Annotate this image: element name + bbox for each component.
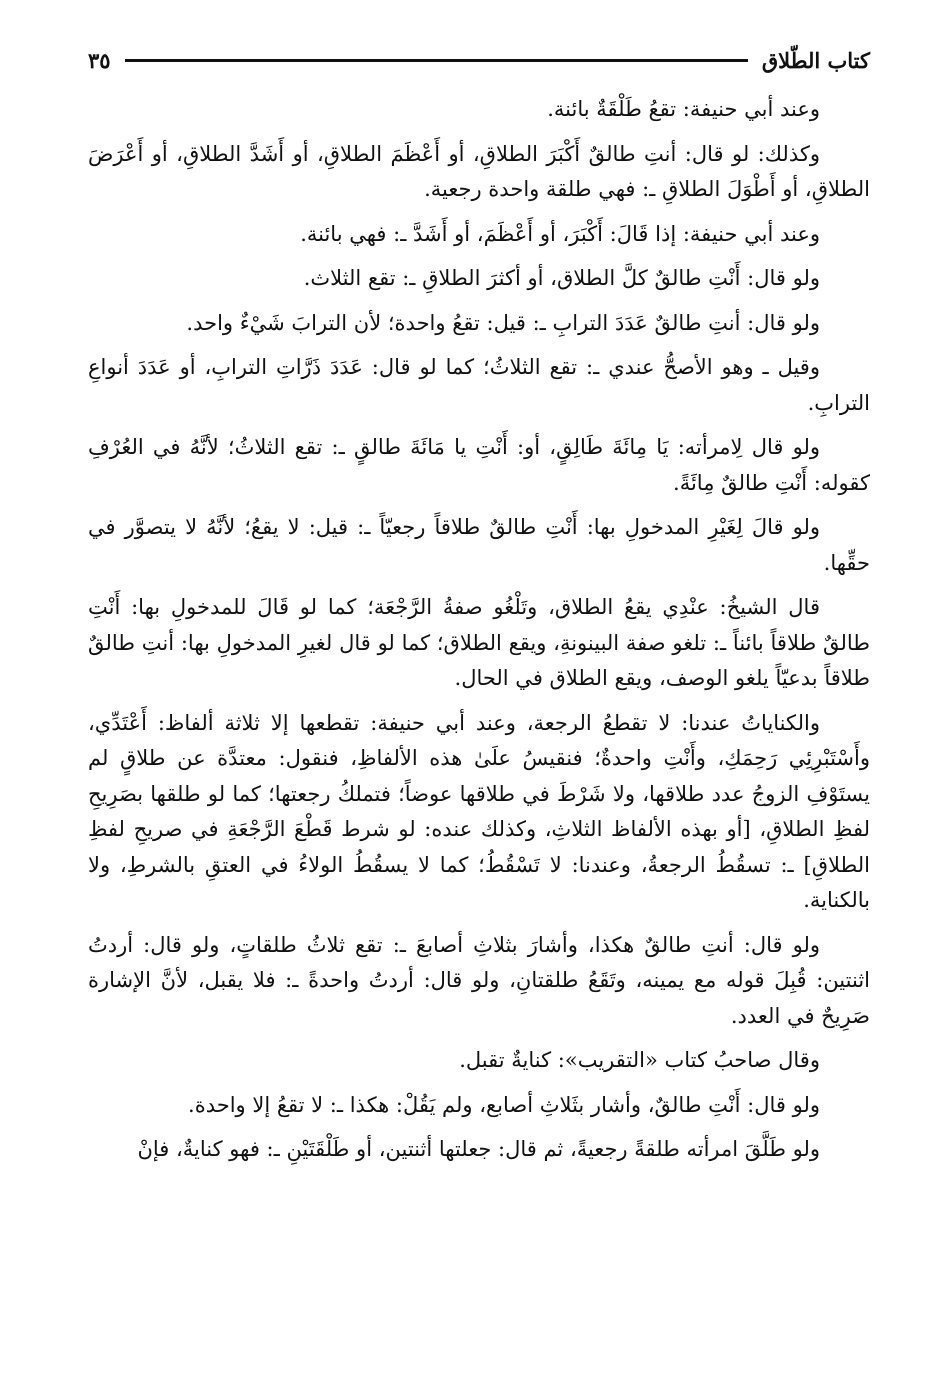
paragraph-11: ولو قال: أنتِ طالقٌ هكذا، وأشارَ بثلاثِ أصابعَ ـ: تقع ثلاثُ طلقاتٍ، ولو قال: أردتُ اثنتين: قُبِلَ قوله مع يمينه، وتَقَعُ طلقتانِ، ولو قال: أردتُ واحدةً ـ: فلا يقبل، لأنَّ الإشارة صَرِيحٌ في العدد. (88, 932, 870, 1028)
paragraph-9: قال الشيخُ: عنْدِي يقعُ الطلاق، وتَلْغُو صفةُ الرَّجْعَة؛ كما لو قَالَ للمدخولِ بها: أَنْتِ طالقٌ طلاقاً بائناً ـ: تلغو صفة البينونةِ، ويقع الطلاق؛ كما لو قال لغيرِ المدخولِ بها: أنتِ طالقٌ طلاقاً بدعيّاً يلغو الوصف، ويقع الطلاق في الحال. (88, 595, 870, 690)
paragraph-2: وكذلك: لو قال: أنتِ طالقٌ أَكْبَرَ الطلاقِ، أو أَعْظَمَ الطلاقِ، أو أَشَدَّ الطلاقِ، أو أَعْرَضَ الطلاقِ، أو أَطْوَلَ الطلاقِ ـ: فهي طلقة واحدة رجعية. (88, 141, 870, 201)
paragraph-3: وعند أبي حنيفة: إذا قَالَ: أَكْبَرَ، أو أَعْظَمَ، أو أَشَدَّ ـ: فهي بائنة. (300, 221, 820, 246)
paragraph-10: والكناياتُ عندنا: لا تقطعُ الرجعة، وعند أبي حنيفة: تقطعها إلا ثلاثة ألفاظ: أَعْتَدِّي، وأَسْتَبْرِئِي رَحِمَكِ، وأَنْتِ واحدةٌ؛ فنقيسُ علَىٰ هذه الألفاظِ، فنقول: معتدَّة عن طلاقٍ لم يستَوْفِ الزوجُ عدد طلاقها، ولا شَرْطَ في طلاقها عوضاً؛ فتملكُ رجعتها؛ كما لو طلقها بصَرِيحِ لفظِ الطلاقِ، [أو بهذه الألفاظ الثلاثِ، وكذلك عنده: لو شرط قَطْعَ الرَّجْعَةِ في صريحِ لفظِ الطلاقِ] ـ: تسقُطُ الرجعةُ، وعندنا: لا تَسْقُطُ؛ كما لا يسقُطُ الولاءُ في العتقِ بالشرطِ، ولا بالكناية. (88, 710, 870, 912)
paragraph-7: ولو قال لِامرأته: يَا مِائَةَ طَالِقٍ، أو: أَنْتِ يا مَائَةَ طالقٍ ـ: تقع الثلاثُ؛ لأنَّهُ في العُرْفِ كقوله: أَنْتِ طالقٌ مِائَةً. (88, 435, 870, 495)
paragraph-5: ولو قال: أنتِ طالقٌ عَدَدَ الترابِ ـ: قيل: تقعُ واحدة؛ لأن الترابَ شَيْءٌ واحد. (186, 310, 820, 335)
paragraph-12: وقال صاحبُ كتاب «التقريب»: كنايةٌ تقبل. (459, 1048, 820, 1072)
paragraph-8: ولو قالَ لِغَيْرِ المدخولِ بها: أَنْتِ طالقٌ طلاقاً رجعيّاً ـ: قيل: لا يقعُ؛ لأنَّهُ لا يتصوَّر في حقِّها. (88, 515, 870, 575)
paragraph-6: وقيل ـ وهو الأصحُّ عندي ـ: تقع الثلاثُ؛ كما لو قال: عَدَدَ ذَرَّاتِ الترابِ، أو عَدَدَ أنواعِ الترابِ. (88, 355, 870, 415)
paragraph-14: ولو طَلَّقَ امرأته طلقةً رجعيةً، ثم قال: جعلتها أثنتين، أو طَلْقَتَيْنِ ـ: فهو كنايةٌ، فإنْ (137, 1137, 820, 1161)
page-number: ٣٥ (88, 47, 111, 73)
paragraph-4: ولو قال: أَنْتِ طالقٌ كلَّ الطلاق، أو أكثرَ الطلاقِ ـ: تقع الثلاث. (303, 266, 820, 290)
paragraph-1: وعند أبي حنيفة: تقعُ طَلْقَةٌ بائنة. (547, 97, 820, 121)
running-title: كتاب الطّلاق (761, 47, 870, 73)
body-text (88, 92, 870, 1177)
header-rule (125, 59, 748, 62)
paragraph-13: ولو قال: أَنْتِ طالقٌ، وأشار بثَلاثِ أصابع، ولم يَقُلْ: هكذا ـ: لا تقعُ إلا واحدة. (188, 1092, 820, 1117)
page-header (88, 40, 870, 80)
